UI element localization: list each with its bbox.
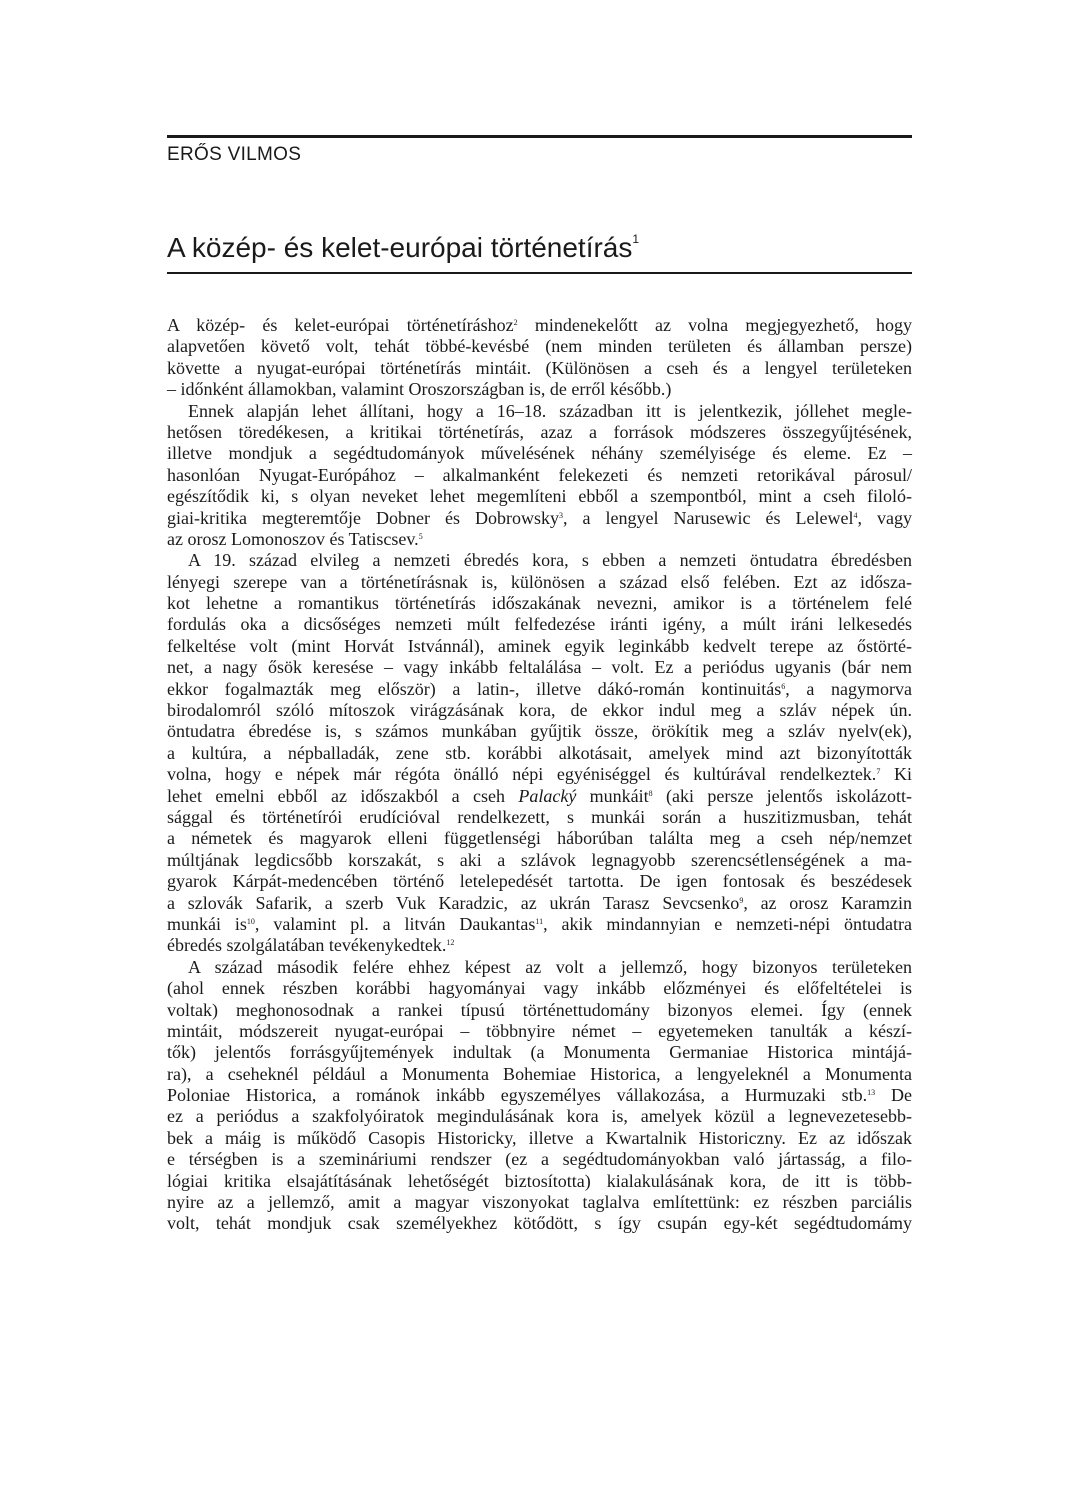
- line-text: kot lehetne a romantikus történetírás időszakának nevezni, amikor is a történelem felé: [167, 593, 912, 614]
- line-text: ra), a cseheknél például a Monumenta Bohemiae Historica, a lengyeleknél a Monumenta: [167, 1063, 912, 1084]
- line-text: alapvetően követő volt, tehát többé-kevésbé (nem minden területen és államban persze): [167, 336, 912, 357]
- line-text: Poloniae Historica, a románok inkább egyszemélyes vállakozása, a Hurmuzaki stb.: [167, 1085, 868, 1106]
- text-line: [167, 1021, 912, 1042]
- text-line: [167, 1000, 912, 1021]
- footnote-marker: 4: [853, 510, 858, 520]
- line-text: hasonlóan Nyugat-Európához – alkalmanként felekezeti és nemzeti retorikával párosul/: [167, 464, 912, 485]
- line-text: a szlovák Safarik, a szerb Vuk Karadzic, az ukrán Tarasz Sevcsenko: [167, 892, 740, 913]
- text-line: [167, 657, 912, 678]
- line-text: egészítődik ki, s olyan neveket lehet megemlíteni ebből a szempontból, mint a cseh filoló-: [167, 486, 912, 507]
- line-text: mintáit, módszereit nyugat-európai – többnyire német – egyetemeken tanulták a készí-: [167, 1020, 912, 1041]
- article-title: [167, 232, 639, 264]
- line-text: e térségben is a szemináriumi rendszer (ez a segédtudományokban való jártasság, a filo-: [167, 1149, 912, 1170]
- footnote-marker: 11: [535, 916, 544, 926]
- text-line: [167, 486, 912, 507]
- line-text: , akik mindannyian e nemzeti-népi öntudatra: [543, 913, 912, 934]
- text-line: [167, 572, 912, 593]
- line-text: , vagy: [857, 507, 912, 528]
- text-line: [167, 679, 912, 700]
- text-line: [167, 721, 912, 742]
- line-text: , az orosz Karamzin: [743, 892, 912, 913]
- text-line: [167, 1064, 912, 1085]
- line-text: Ennek alapján lehet állítani, hogy a 16–18. században itt is jelentkezik, jóllehet megle-: [188, 400, 912, 421]
- text-line: [167, 358, 912, 379]
- text-line: [167, 850, 912, 871]
- line-text: lógiai kritika elsajátításának lehetőségét biztosította) kialakulásának kora, de itt is több-: [167, 1170, 912, 1191]
- text-line: [167, 828, 912, 849]
- line-text: hetősen töredékesen, a kritikai történetírás, azaz a források módszeres összegyűjtésének,: [167, 421, 912, 442]
- line-text: , valamint pl. a litván Daukantas: [254, 913, 536, 934]
- text-line: [167, 443, 912, 464]
- text-line: [167, 978, 912, 999]
- text-line: [167, 550, 912, 571]
- text-line: [167, 508, 912, 529]
- text-line: [167, 401, 912, 422]
- line-text: birodalomról szóló mítoszok virágzásának kora, de ekkor indul meg a szláv népek ún.: [167, 700, 912, 721]
- line-text: (aki persze jelentős iskolázott-: [652, 785, 912, 806]
- text-line: [167, 786, 912, 807]
- line-text: lényegi szerepe van a történetírásnak is, különösen a század első felében. Ezt az idősza-: [167, 571, 912, 592]
- text-line: [167, 614, 912, 635]
- line-text: múltjának legdicsőbb korszakát, s aki a szlávok legnagyobb szerencsétlenségének a ma-: [167, 849, 912, 870]
- footnote-marker: 5: [418, 531, 423, 541]
- text-line: [167, 593, 912, 614]
- line-text: munkái is: [167, 913, 247, 934]
- body-text: [167, 315, 912, 1235]
- footnote-marker: 9: [739, 895, 744, 905]
- footnote-marker: 12: [446, 938, 455, 948]
- line-text: ekkor fogalmazták meg először) a latin-, illetve dákó-román kontinuitás: [167, 678, 782, 699]
- footnote-marker: 6: [781, 681, 786, 691]
- text-line: [167, 336, 912, 357]
- line-text: nyire az a jellemző, amit a magyar viszonyokat taglalva említettünk: ez részben parciális: [167, 1192, 912, 1213]
- line-text: volna, hogy e népek már régóta önálló népi egyéniséggel és kultúrával rendelkeztek.: [167, 764, 877, 785]
- line-text: sággal és történetírói erudícióval rendelkezett, s munkái során a huszitizmusban, tehát: [167, 806, 912, 827]
- text-line: [167, 1192, 912, 1213]
- italic-text: Palacký: [518, 785, 577, 806]
- line-text: De: [875, 1085, 912, 1106]
- text-line: [167, 636, 912, 657]
- line-text: tők) jelentős forrásgyűjtemények indultak (a Monumenta Germaniae Historica mintájá-: [167, 1042, 912, 1063]
- text-line: [167, 700, 912, 721]
- line-text: az orosz Lomonoszov és Tatiscsev.: [167, 528, 419, 549]
- text-line: [167, 807, 912, 828]
- text-line: [167, 1213, 912, 1234]
- title-rule: [167, 272, 912, 274]
- title-text: A közép- és kelet-európai történetírás: [167, 232, 633, 263]
- text-line: [167, 957, 912, 978]
- line-text: lehet emelni ebből az időszakból a cseh: [167, 785, 519, 806]
- line-text: A század második felére ehhez képest az volt a jellemző, hogy bizonyos területeken: [188, 956, 912, 977]
- line-text: – időnként államokban, valamint Oroszországban is, de erről később.): [167, 379, 672, 400]
- line-text: voltak) meghonosodnak a rankei típusú történettudomány bizonyos elemei. Így (ennek: [167, 999, 912, 1020]
- footnote-marker: 10: [246, 916, 255, 926]
- line-text: a kultúra, a népballadák, zene stb. korábbi alkotásait, amelyek mind azt bizonyították: [167, 742, 912, 763]
- line-text: követte a nyugat-európai történetírás mintáit. (Különösen a cseh és a lengyel területeken: [167, 357, 912, 378]
- line-text: net, a nagy ősök keresése – vagy inkább feltalálása – volt. Ez a periódus ugyanis (bár nem: [167, 657, 912, 678]
- line-text: giai-kritika megteremtője Dobner és Dobrowsky: [167, 507, 559, 528]
- line-text: (ahol ennek részben korábbi hagyományai vagy inkább előzményei és előfeltételei is: [167, 978, 912, 999]
- text-line: [167, 743, 912, 764]
- line-text: felkeltése volt (mint Horvát Istvánnál), aminek egyik leginkább kedvelt terepe az őstörté-: [167, 635, 912, 656]
- line-text: öntudatra ébredése is, s számos munkában gyűjtik össze, örökítik meg a szláv nyelv(ek),: [167, 721, 912, 742]
- line-text: a németek és magyarok elleni függetlenségi háborúban találta meg a cseh nép/nemzet: [167, 828, 912, 849]
- text-line: [167, 893, 912, 914]
- line-text: gyarok Kárpát-medencében történő letelepedését tartotta. De igen fontosak és beszédesek: [167, 871, 912, 892]
- title-footnote-marker: 1: [632, 232, 640, 246]
- line-text: Ki: [880, 764, 912, 785]
- text-line: [167, 935, 912, 956]
- text-line: [167, 465, 912, 486]
- text-line: [167, 529, 912, 550]
- header-rule: [167, 135, 912, 138]
- line-text: bek a máig is működő Casopis Historicky, illetve a Kwartalnik Historiczny. Ez az időszak: [167, 1127, 912, 1148]
- line-text: , a nagymorva: [785, 678, 913, 699]
- text-line: [167, 379, 912, 400]
- text-line: [167, 1171, 912, 1192]
- text-line: [167, 1085, 912, 1106]
- footnote-marker: 7: [876, 767, 881, 777]
- text-line: [167, 914, 912, 935]
- line-text: ébredés szolgálatában tevékenykedtek.: [167, 935, 447, 956]
- line-text: fordulás oka a dicsőséges nemzeti múlt felfedezése iránti igény, a múlt iráni lelkesedés: [167, 614, 912, 635]
- text-line: [167, 315, 912, 336]
- footnote-marker: 3: [558, 510, 563, 520]
- line-text: illetve mondjuk a segédtudományok művelésének néhány személyisége és eleme. Ez –: [167, 443, 912, 464]
- line-text: , a lengyel Narusewic és Lelewel: [562, 507, 854, 528]
- text-line: [167, 1042, 912, 1063]
- line-text: A közép- és kelet-európai történetíráshoz: [167, 315, 514, 335]
- footnote-marker: 8: [648, 788, 653, 798]
- line-text: ez a periódus a szakfolyóiratok megindulásának kora is, amelyek közül a legnevezetesebb-: [167, 1106, 912, 1127]
- author-name: ERŐS VILMOS: [167, 144, 302, 165]
- text-line: [167, 871, 912, 892]
- footnote-marker: 2: [513, 318, 518, 327]
- line-text: volt, tehát mondjuk csak személyekhez kötődött, s így csupán egy-két segédtudomámy: [167, 1213, 912, 1234]
- line-text: munkáit: [576, 785, 649, 806]
- line-text: A 19. század elvileg a nemzeti ébredés kora, s ebben a nemzeti öntudatra ébredésben: [188, 550, 912, 571]
- text-line: [167, 1149, 912, 1170]
- text-line: [167, 422, 912, 443]
- line-text: mindenekelőtt az volna megjegyezhető, hogy: [517, 315, 913, 335]
- text-line: [167, 764, 912, 785]
- text-line: [167, 1128, 912, 1149]
- text-line: [167, 1106, 912, 1127]
- footnote-marker: 13: [867, 1088, 876, 1098]
